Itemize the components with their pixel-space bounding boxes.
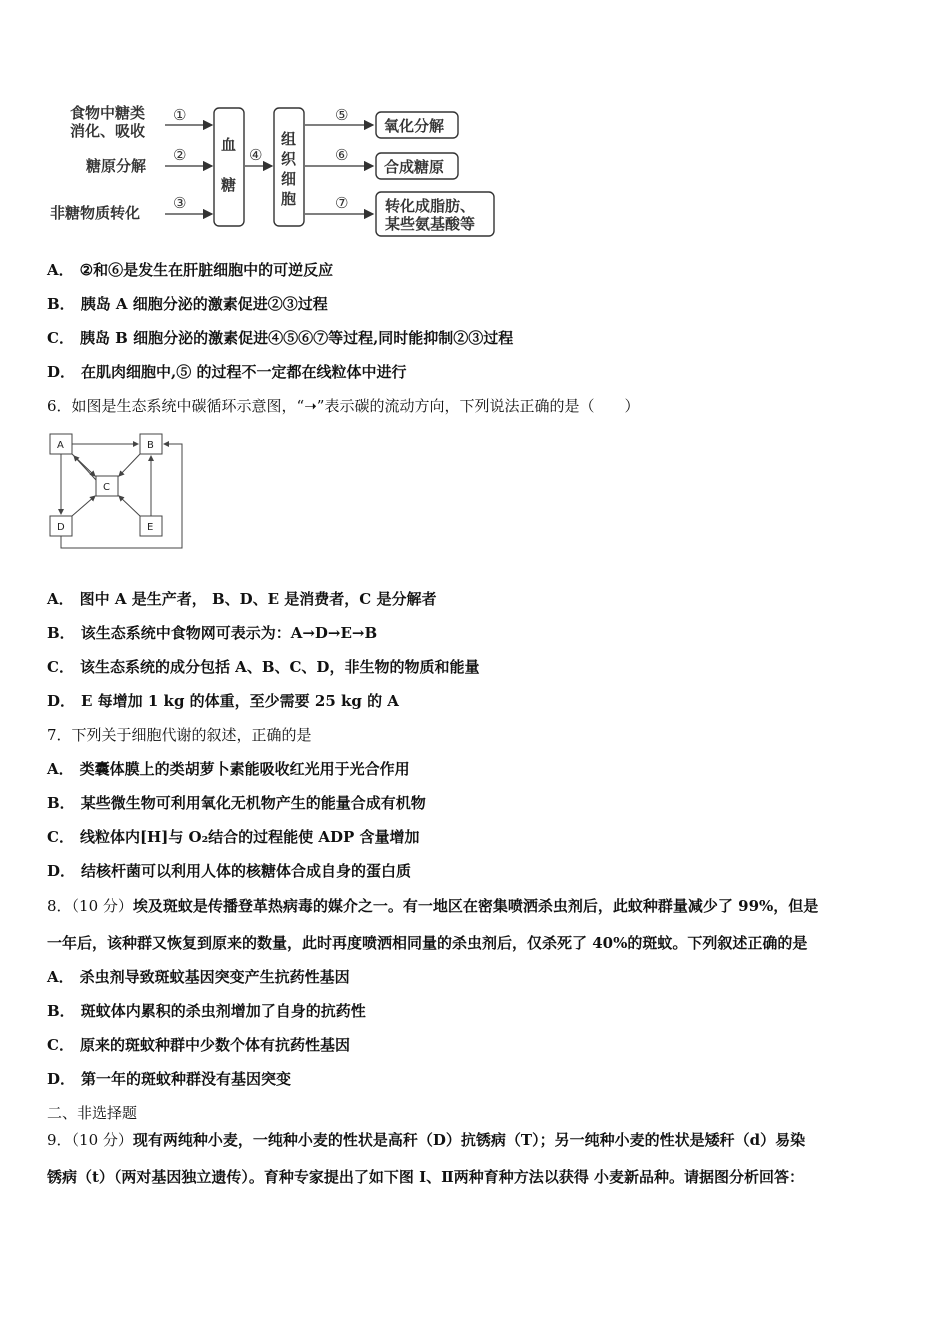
q6-stem: 6．如图是生态系统中碳循环示意图，“➝”表示碳的流动方向，下列说法正确的是（ ） <box>47 397 640 415</box>
option-letter: B． <box>47 794 75 812</box>
fig1-num6: ⑥ <box>335 146 349 164</box>
fig1-out6: 合成糖原 <box>384 158 445 176</box>
option-letter: A． <box>47 590 74 608</box>
q5-option-c <box>47 328 513 348</box>
option-letter: C． <box>47 329 74 347</box>
fig1-num5: ⑤ <box>335 106 349 124</box>
q9-stem-line2 <box>47 1167 804 1187</box>
option-letter: D． <box>47 1070 76 1088</box>
q8-option-c <box>47 1035 350 1055</box>
option-text: 该生态系统中食物网可表示为：A→D→E→B <box>80 624 378 642</box>
option-letter: B． <box>47 624 75 642</box>
fig1-num2: ② <box>173 146 187 164</box>
blood-glucose-diagram <box>40 98 510 240</box>
option-letter: B． <box>47 1002 75 1020</box>
option-text: 斑蚊体内累积的杀虫剂增加了自身的抗药性 <box>80 1002 366 1020</box>
arrow-e-to-c <box>119 496 140 516</box>
fig1-blood-char1: 血 <box>221 136 237 154</box>
option-text: 某些微生物可利用氧化无机物产生的能量合成有机物 <box>80 794 426 812</box>
fig1-blood-char2: 糖 <box>221 176 237 194</box>
option-text: 该生态系统的成分包括 A、B、C、D，非生物的物质和能量 <box>79 658 480 676</box>
q8-text-1: 埃及斑蚊是传播登革热病毒的媒介之一。有一地区在密集喷洒杀虫剂后，此蚊种群量减少了 99%，但是 <box>132 897 819 915</box>
arrow-d-to-b <box>61 444 182 548</box>
q6-option-c <box>47 657 479 677</box>
option-text: 结核杆菌可以利用人体的核糖体合成自身的蛋白质 <box>81 862 412 880</box>
option-letter: D． <box>47 862 76 880</box>
fig1-tissue-char4: 胞 <box>281 190 297 208</box>
fig1-num1: ① <box>173 106 187 124</box>
option-letter: D． <box>47 363 76 381</box>
q8-option-d <box>47 1069 291 1089</box>
q5-option-b <box>47 294 328 314</box>
q6-option-b <box>47 623 377 643</box>
fig1-num7: ⑦ <box>335 194 349 212</box>
fig1-input2: 糖原分解 <box>86 157 147 175</box>
arrow-d-to-c <box>72 496 95 516</box>
node-e-label: E <box>147 522 154 533</box>
node-c-label: C <box>103 482 110 493</box>
q8-stem-line1 <box>47 896 818 916</box>
option-text: ②和⑥是发生在肝脏细胞中的可逆反应 <box>79 261 334 279</box>
q7-option-b <box>47 793 426 813</box>
q9-number: 9．（10 分） <box>47 1131 133 1149</box>
option-text: 原来的斑蚊种群中少数个体有抗药性基因 <box>79 1036 350 1054</box>
fig1-tissue-char3: 细 <box>281 170 297 188</box>
arrow-b-to-c <box>119 454 140 476</box>
q8-option-a <box>47 967 350 987</box>
q8-option-b <box>47 1001 366 1021</box>
q8-number: 8．（10 分） <box>47 897 133 915</box>
carbon-cycle-diagram <box>44 430 192 554</box>
option-letter: C． <box>47 828 74 846</box>
fig1-out5: 氧化分解 <box>384 117 445 135</box>
option-letter: C． <box>47 658 74 676</box>
option-text: 线粒体内[H]与 O₂结合的过程能使 ADP 含量增加 <box>79 828 420 846</box>
q9-stem-line1 <box>47 1130 805 1150</box>
option-text: E 每增加 1 kg 的体重，至少需要 25 kg 的 A <box>81 692 399 710</box>
option-letter: B． <box>47 295 75 313</box>
node-d-label: D <box>57 522 65 533</box>
option-text: 杀虫剂导致斑蚊基因突变产生抗药性基因 <box>79 968 350 986</box>
node-a-label: A <box>57 440 64 451</box>
q9-text-1: 现有两纯种小麦，一纯种小麦的性状是高秆（D）抗锈病（T）；另一纯种小麦的性状是矮秆（d）易染 <box>132 1131 806 1149</box>
option-letter: A． <box>47 968 74 986</box>
option-letter: D． <box>47 692 76 710</box>
option-letter: A． <box>47 261 74 279</box>
option-letter: A． <box>47 760 74 778</box>
q5-option-a <box>47 260 333 280</box>
fig1-num3: ③ <box>173 194 187 212</box>
option-text: 胰岛 A 细胞分泌的激素促进②③过程 <box>80 295 328 313</box>
q8-stem-line2 <box>47 933 807 953</box>
fig1-input3: 非糖物质转化 <box>50 204 141 222</box>
option-letter: C． <box>47 1036 74 1054</box>
q6-option-a <box>47 589 436 609</box>
q7-option-d <box>47 861 411 881</box>
arrow-c-to-a <box>74 456 96 480</box>
node-b-label: B <box>147 440 154 451</box>
q6-option-d <box>47 691 399 711</box>
q5-option-d <box>47 362 406 382</box>
fig1-out7a: 转化成脂肪、 <box>385 197 476 215</box>
q9-text-2: 锈病（t）（两对基因独立遗传）。育种专家提出了如下图 I、Ⅱ两种育种方法以获得 小麦新品种。请据图分析回答： <box>47 1168 805 1186</box>
option-text: 胰岛 B 细胞分泌的激素促进④⑤⑥⑦等过程,同时能抑制②③过程 <box>79 329 514 347</box>
option-text: 类囊体膜上的类胡萝卜素能吸收红光用于光合作用 <box>79 760 410 778</box>
fig1-input1b: 消化、吸收 <box>70 122 146 140</box>
fig1-blood-glucose-box <box>214 108 244 226</box>
section-heading: 二、非选择题 <box>47 1104 138 1122</box>
fig1-out7b: 某些氨基酸等 <box>385 215 476 233</box>
option-text: 第一年的斑蚊种群没有基因突变 <box>81 1070 292 1088</box>
fig1-num4: ④ <box>249 146 263 164</box>
q8-text-2: 一年后，该种群又恢复到原来的数量，此时再度喷洒相同量的杀虫剂后，仅杀死了 40%的斑蚊。下列叙述正确的是 <box>47 934 808 952</box>
option-text: 图中 A 是生产者， B、D、E 是消费者，C 是分解者 <box>79 590 437 608</box>
q7-option-a <box>47 759 410 779</box>
fig1-tissue-char2: 织 <box>281 150 297 168</box>
fig1-tissue-char1: 组 <box>281 130 297 148</box>
option-text: 在肌肉细胞中,⑤ 的过程不一定都在线粒体中进行 <box>81 363 407 381</box>
fig1-input1a: 食物中糖类 <box>70 104 146 122</box>
q7-option-c <box>47 827 420 847</box>
q7-stem: 7．下列关于细胞代谢的叙述，正确的是 <box>47 726 312 744</box>
